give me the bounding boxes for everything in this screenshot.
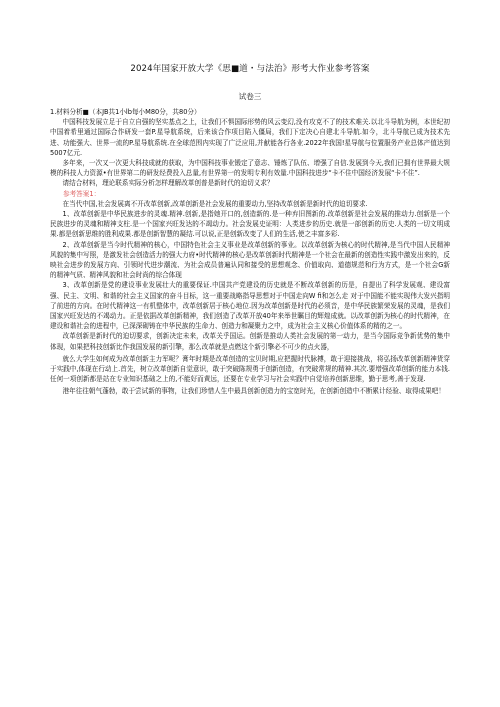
answer-summary: 改革创新是新时代的迫切要求，创新决定未来，改革关乎国运。创新是推动人类社会发展的第一动力，是当今国际竞争新优势的集中体现，如果把科技创新比作我国发展的新引擎，那么改革就是点燃这个新引擎必不可少的点火器， (50, 332, 450, 351)
material-paragraph-2: 多年来，一次又一次更大科技成就的获取，为中国科技事业锻定了意志、锤炼了队伍、增强了自信.发展到今天,我们已拥有世界最大规模的科技人力资源•有世界第二的研发经费投入总量,有世界第一的发明专利有效量.中国科技进步“卡不住中国经济发展“卡不住”. (50, 159, 450, 178)
answer-intro: 在当代中国,社会发展离不开改革创新,改革创新是社会发展的重要动力,坚持改革创新是新时代的迫切要求. (62, 199, 368, 208)
question-header: 1.材料分析■（本JB共1小lb每小M80分，共80分） (50, 108, 201, 116)
answer-point-2: 2、改革创新是当今时代精神的核心，中国特色社会主义事业是改革创新的事业。以改革创新为核心的时代精神,是当代中国人民精神风貌的集中写照，是激发社会创造活力的强大力府•时代精神的核心是改革创新时代精神是一个社会在最新的创造性实践中激发出来的，反映社会进步的发展方向、引领时代进步潮流、为社会成员普遍认同和接受的思想观念、价值取向、道德规范和行为方式，是一个社会G新的精神气质、精神风貌和社会时尚的综合体现 (50, 240, 450, 280)
title-prefix: 2024年 (130, 64, 162, 74)
material-paragraph-1: 中国科技发展立足于自立自强的坚实基点之上，让我们不惧国际形势的风云变幻,没有攻克不了的技术难关.以北斗导航为例，本世纪初中国着希里通过国际合作研发一套P.星导航系统，后来该合作项目陷入僵局，我们下定决心自建北斗导航.如今，北斗导航已成为技术先进、功能强大、世界一流的P.星导航系统.在全球范围内实现了广泛应用,并献能各行各业.2022年我国!星导航与位置服务产业总体产值达到5007亿元. (50, 118, 451, 157)
answer-closing: 港年往往朝气蓬勃，敢于尝试新的事物，让我们珍惜人生中最具创新创造力的宝宽时光，在创新创造中不断累计经验、取得成果吧！ (62, 387, 445, 396)
title-main: 国家开放大学《思■道・与法治》形考大作业参考答案 (161, 64, 370, 74)
answer-students: 就么大学生如何成为改革创新主力军呢？膏年时期是改革创造的宝贝时期,应把握时代脉搏，敢于迎接挑战，将弘扬改革创新精神货穿于实践中,体现在行动上.首先，树立改革创新自觉意识，敢于突破陈规勇于创新创造，有突破常规的精神.其次.要增强改革创新的能力本钱.任何一项创新都是站在专业知识基础之上的,不能好而黄远，还要在专业学习与社会实践中自觉培养创新思维，勤于思考,善于发现. (50, 354, 450, 384)
answer-point-1: 1、改革创新是中华民族进步的灵魂.精神.创新,是指她开口的,创造新的.是一种弃旧图新的.改革创新是社会发展的推动力.创新是一个民族进步的灵魂和精神支柱.是一个国家兴旺发达的不竭动力。社会发展史证明：人类进步的历史.就是一部创新的历史.人类的一切文明成果.都是创新思维的胜利成果.都是创新智慧的凝结.可以说,正是创新改变了人们的生活,使之丰富多彩. (50, 210, 450, 239)
answer-point-3: 3、改革创新是党的建设事业发展壮大的重要保证.中国共产党建设的历史就是不断改革创新的历是，自提出了科学发展观、建设富强、民主、文明、和谐的社会主义国家的奋斗目标，这一重要战略指导思想对于中国走向W fi和怎么走 对于中国能不能实现伟大发兴指明了前进的方向。在时代精神这一有机整体中，改革创新居于核心地位.因为改革创新是时代的必须音，是中华民族繁荣发展的灵魂，是我们国家兴旺发达的不竭动力。正是依据改革创新精神，我们创造了改革开放40年来举世瞩目的辉煌成就。以改革创新为核心的时代精神，在建设和谐社会的进程中，已深深砌铸在中华民族的生命力、创造力和凝聚力之中，成为社会主义核心价值体系的精的之一。 (50, 281, 450, 331)
question-prompt: 请结合材料，理论联系实际分析怎样理解改革创普是新时代的迫切义求？ (62, 179, 274, 188)
answer-label: 参考答案1： (63, 189, 101, 198)
section-title: 试卷三 (238, 92, 262, 101)
document-title (50, 62, 450, 74)
